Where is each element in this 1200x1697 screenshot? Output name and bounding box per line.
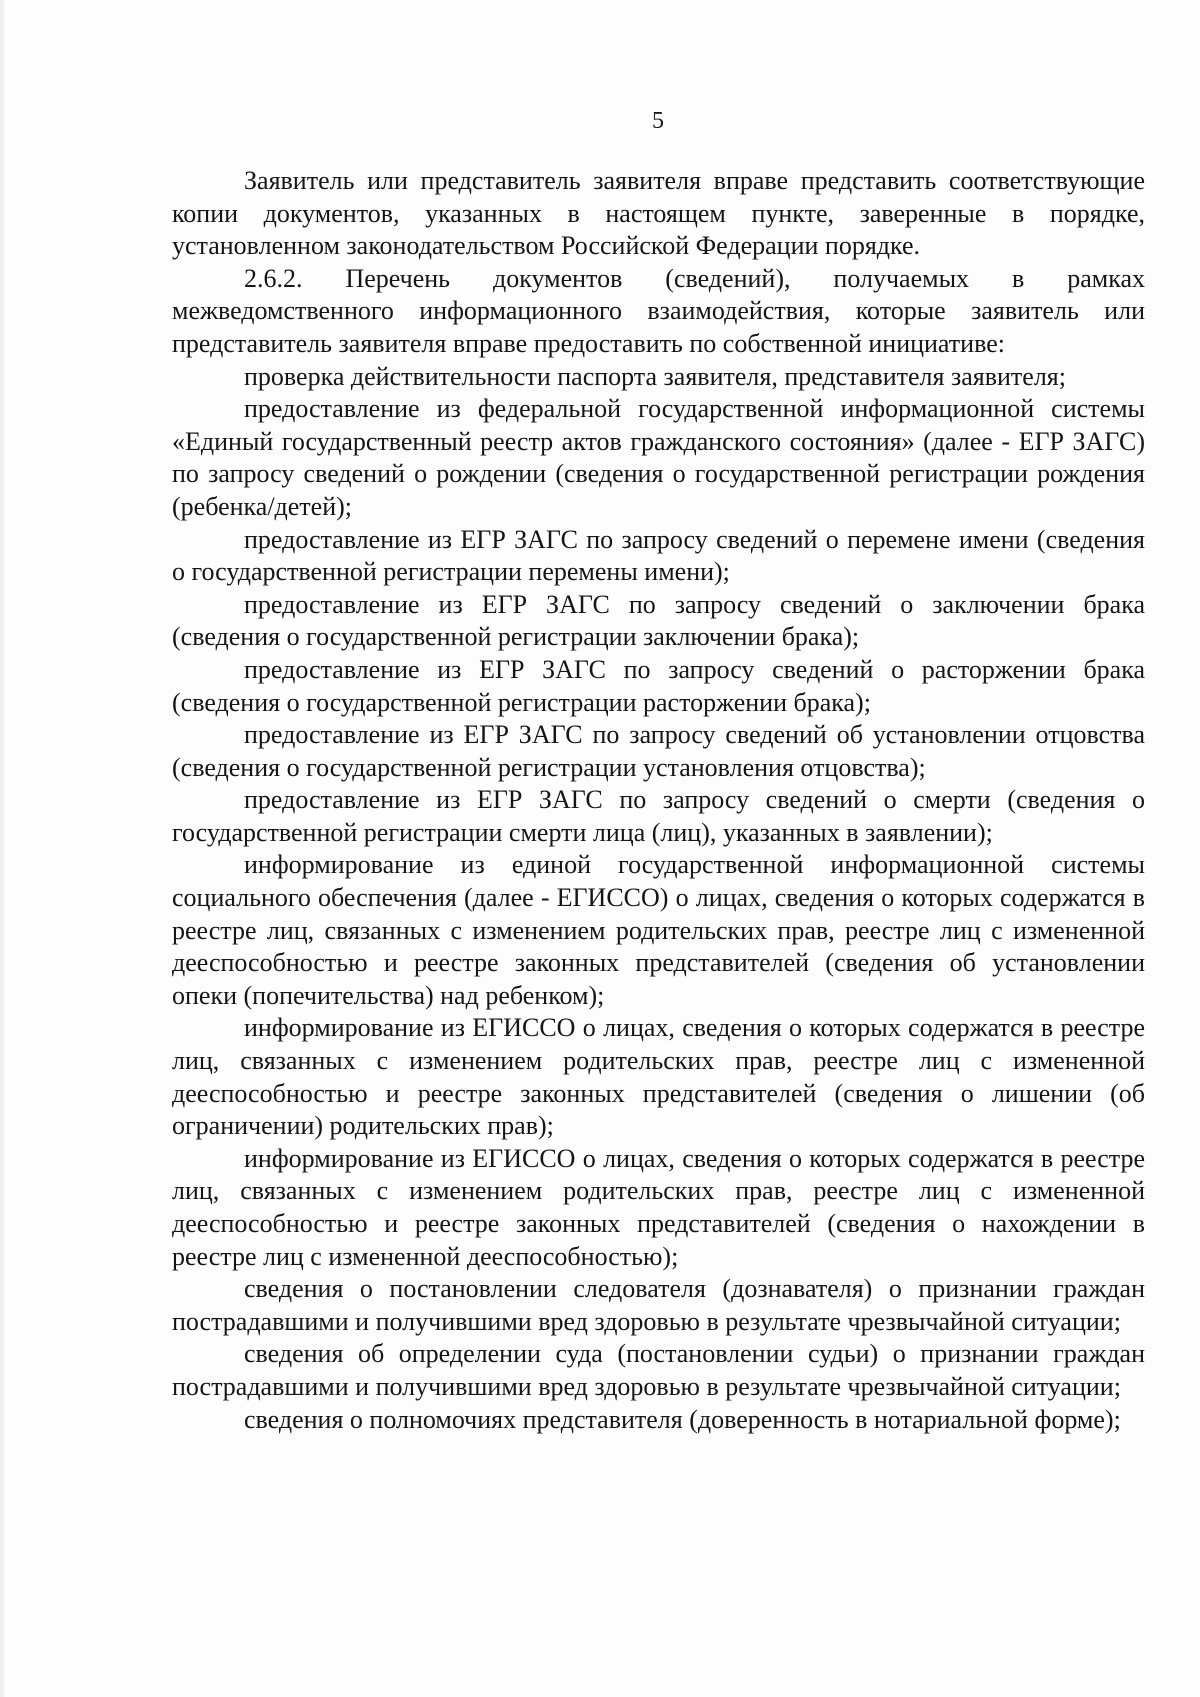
list-item-legal-capacity: информирование из ЕГИССО о лицах, сведения о которых содержатся в реестре лиц, связанных с изменением родительских прав, реестре лиц с измененной дееспособностью и реестре законных представителей (сведения о нахождении в реестре лиц с измененной дееспособностью); [172, 1143, 1145, 1271]
list-item-court-ruling: сведения об определении суда (постановлении судьи) о признании граждан пострадавшими и получившими вред здоровью в результате чрезвычайной ситуации; [172, 1339, 1145, 1401]
list-item-investigator-decision: сведения о постановлении следователя (дознавателя) о признании граждан пострадавшими и получившими вред здоровью в результате чрезвычайной ситуации; [172, 1274, 1145, 1336]
list-item-paternity: предоставление из ЕГР ЗАГС по запросу сведений об установлении отцовства (сведения о государственной регистрации установления отцовства); [172, 720, 1145, 782]
list-item-birth-record: предоставление из федеральной государственной информационной системы «Единый государственный реестр актов гражданского состояния» (далее - ЕГР ЗАГС) по запросу сведений о рождении (сведения о государственной регистрации рождения (ребенка/детей); [172, 394, 1145, 521]
list-item-marriage: предоставление из ЕГР ЗАГС по запросу сведений о заключении брака (сведения о государственной регистрации заключении брака); [172, 589, 1145, 652]
list-item-divorce: предоставление из ЕГР ЗАГС по запросу сведений о расторжении брака (сведения о государственной регистрации расторжении брака); [172, 654, 1145, 717]
document-body [172, 165, 1145, 1436]
list-item-parental-rights: информирование из ЕГИССО о лицах, сведения о которых содержатся в реестре лиц, связанных с изменением родительских прав, реестре лиц с измененной дееспособностью и реестре законных представителей (сведения о лишении (об ограничении) родительских прав); [172, 1013, 1145, 1141]
list-item-passport-check: проверка действительности паспорта заявителя, представителя заявителя; [244, 361, 1066, 391]
page-edge [0, 0, 4, 1697]
list-item-guardianship: информирование из единой государственной информационной системы социального обеспечения (далее - ЕГИССО) о лицах, сведения о которых содержатся в реестре лиц, связанных с изменением родительских прав, реестре лиц с измененной дееспособностью и реестре законных представителей (сведения об установлении опеки (попечительства) над ребенком); [172, 850, 1145, 1010]
list-item-representative-authority: сведения о полномочиях представителя (доверенность в нотариальной форме); [244, 1404, 1121, 1434]
page-number: 5 [652, 108, 664, 134]
paragraph-copies-note: Заявитель или представитель заявителя вправе представить соответствующие копии документов, указанных в настоящем пункте, заверенные в порядке, установленном законодательством Российской Федерации порядке. [172, 166, 1145, 261]
list-item-name-change: предоставление из ЕГР ЗАГС по запросу сведений о перемене имени (сведения о государственной регистрации перемены имени); [172, 524, 1145, 587]
paragraph-section-2-6-2: 2.6.2. Перечень документов (сведений), получаемых в рамках межведомственного информационного взаимодействия, которые заявитель или представитель заявителя вправе предоставить по собственной инициативе: [172, 263, 1145, 358]
list-item-death: предоставление из ЕГР ЗАГС по запросу сведений о смерти (сведения о государственной регистрации смерти лица (лиц), указанных в заявлении); [172, 785, 1145, 847]
